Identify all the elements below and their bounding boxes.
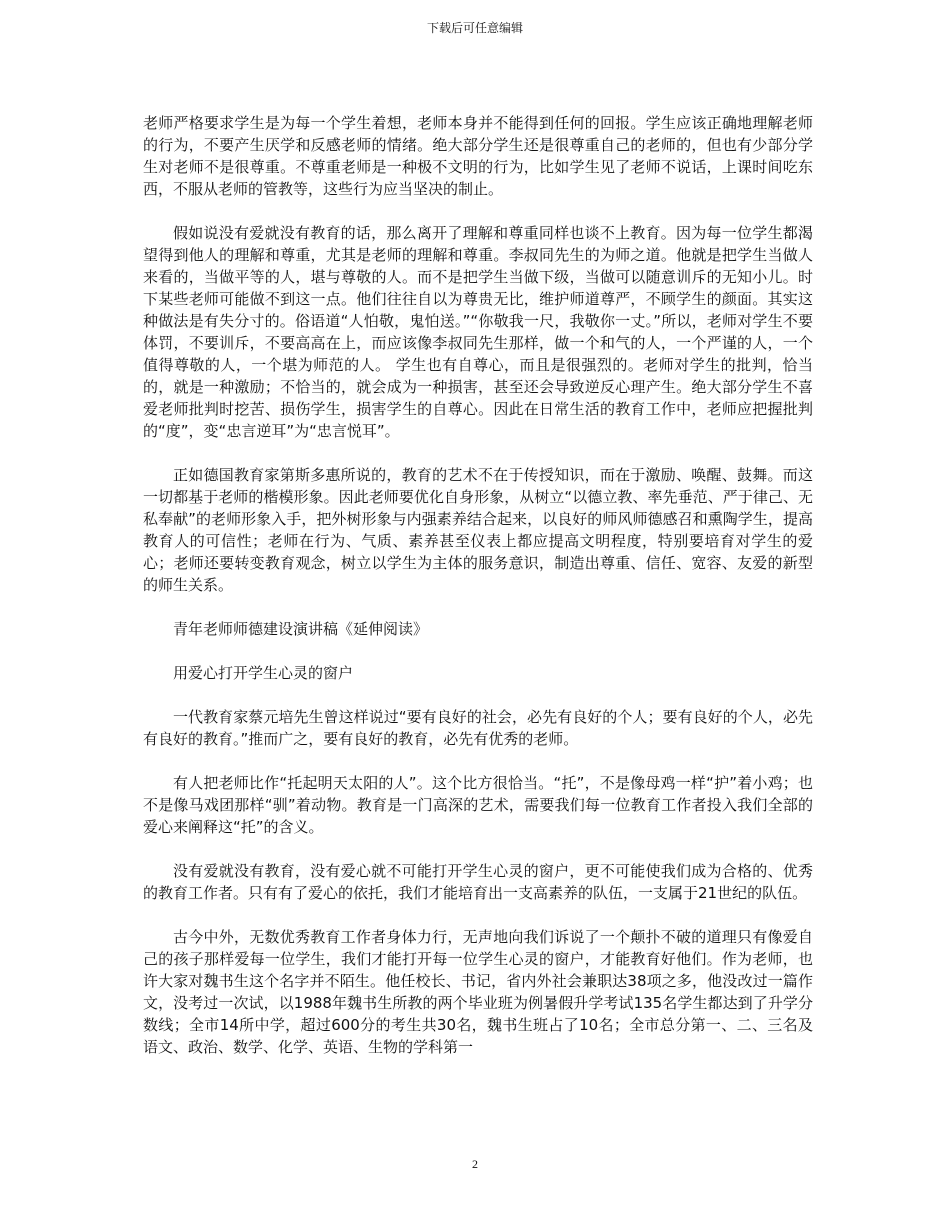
- page-header: 下载后可任意编辑: [426, 21, 523, 35]
- document-body: [143, 112, 813, 1080]
- paragraph-1: 老师严格要求学生是为每一个学生着想，老师本身并不能得到任何的回报。学生应该正确地理解老师的行为，不要产生厌学和反感老师的情绪。绝大部分学生还是很尊重自己的老师的，但也有少部分学生对老师不是很尊重。不尊重老师是一种极不文明的行为，比如学生见了老师不说话，上课时间吃东西，不服从老师的管教等，这些行为应当坚决的制止。: [143, 114, 813, 198]
- paragraph-5: 有人把老师比作“托起明天太阳的人”。这个比方很恰当。“托”，不是像母鸡一样“护”着小鸡；也不是像马戏团那样“驯”着动物。教育是一门高深的艺术，需要我们每一位教育工作者投入我们全部的爱心来阐释这“托”的含义。: [143, 774, 813, 836]
- paragraph-2: 假如说没有爱就没有教育的话，那么离开了理解和尊重同样也谈不上教育。因为每一位学生都渴望得到他人的理解和尊重，尤其是老师的理解和尊重。李叔同先生的为师之道。他就是把学生当做人来看的，当做平等的人，堪与尊敬的人。而不是把学生当做下级，当做可以随意训斥的无知小儿。时下某些老师可能做不到这一点。他们往往自以为尊贵无比，维护师道尊严，不顾学生的颜面。其实这种做法是有失分寸的。俗语道“人怕敬，鬼怕送。”“你敬我一尺，我敬你一丈。”所以，老师对学生不要体罚，不要训斥，不要高高在上，而应该像李叔同先生那样，做一个和气的人，一个严谨的人，一个值得尊敬的人，一个堪为师范的人。 学生也有自尊心，而且是很强烈的。老师对学生的批判，恰当的，就是一种激励；不恰当的，就会成为一种损害，甚至还会导致逆反心理产生。绝大部分学生不喜爱老师批判时挖苦、损伤学生，损害学生的自尊心。因此在日常生活的教育工作中，老师应把握批判的“度”，变“忠言逆耳”为“忠言悦耳”。: [143, 224, 813, 440]
- page-number: 2: [472, 1157, 478, 1171]
- paragraph-7: 古今中外，无数优秀教育工作者身体力行，无声地向我们诉说了一个颠扑不破的道理只有像爱自己的孩子那样爱每一位学生，我们才能打开每一位学生心灵的窗户，才能教育好他们。作为老师，也许大家对魏书生这个名字并不陌生。他任校长、书记，省内外社会兼职达38项之多，他没改过一篇作文，没考过一次试，以1988年魏书生所教的两个毕业班为例暑假升学考试135名学生都达到了升学分数线；全市14所中学，超过600分的考生共30名，魏书生班占了10名；全市总分第一、二、三名及语文、政治、数学、化学、英语、生物的学科第一: [143, 928, 813, 1056]
- paragraph-6: 没有爱就没有教育，没有爱心就不可能打开学生心灵的窗户，更不可能使我们成为合格的、优秀的教育工作者。只有有了爱心的依托，我们才能培育出一支高素养的队伍，一支属于21世纪的队伍。: [143, 862, 813, 902]
- paragraph-4: 一代教育家蔡元培先生曾这样说过“要有良好的社会，必先有良好的个人；要有良好的个人，必先有良好的教育。”推而广之，要有良好的教育，必先有优秀的老师。: [143, 708, 813, 748]
- paragraph-3: 正如德国教育家第斯多惠所说的，教育的艺术不在于传授知识，而在于激励、唤醒、鼓舞。而这一切都基于老师的楷模形象。因此老师要优化自身形象，从树立“以德立教、率先垂范、严于律己、无私奉献”的老师形象入手，把外树形象与内强素养结合起来，以良好的师风师德感召和熏陶学生，提高教育人的可信性；老师在行为、气质、素养甚至仪表上都应提高文明程度，特别要培育对学生的爱心；老师还要转变教育观念，树立以学生为主体的服务意识，制造出尊重、信任、宽容、友爱的新型的师生关系。: [143, 466, 813, 594]
- section-title: 青年老师师德建设演讲稿《延伸阅读》: [173, 620, 429, 638]
- section-subtitle: 用爱心打开学生心灵的窗户: [173, 664, 354, 682]
